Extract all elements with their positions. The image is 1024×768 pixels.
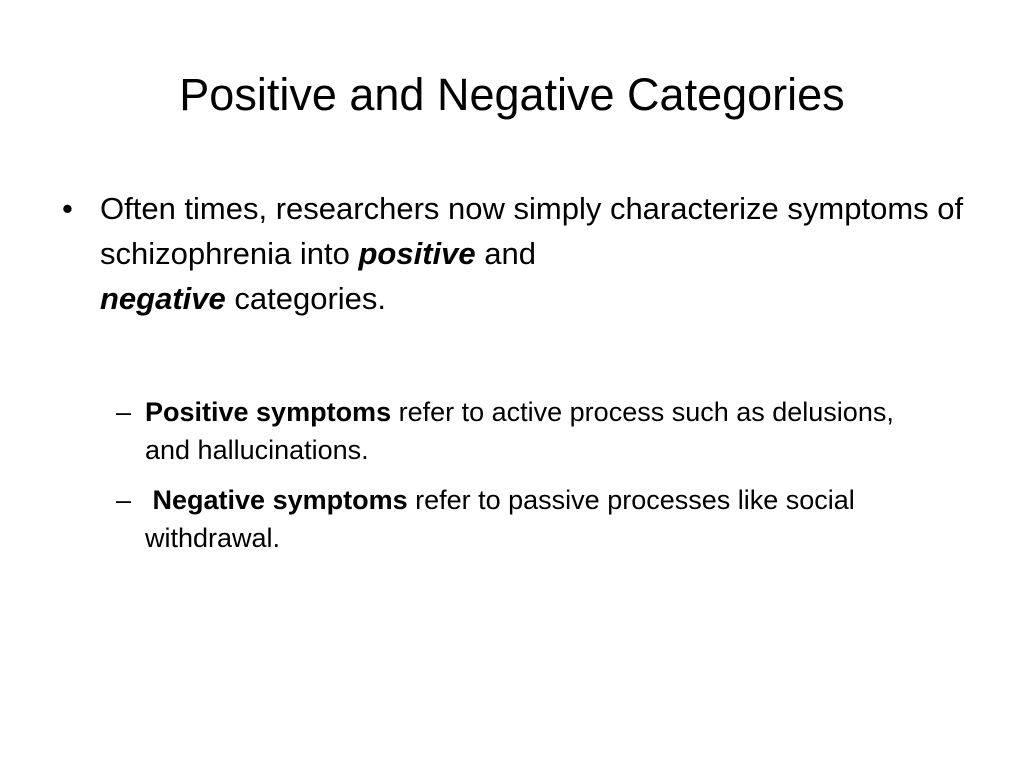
bullet-dot-icon: • — [62, 191, 73, 226]
positive-emphasis: positive — [358, 236, 476, 271]
slide-title: Positive and Negative Categories — [179, 69, 845, 120]
positive-symptoms-label: Positive symptoms — [145, 397, 392, 427]
sub-bullet-positive-text — [145, 393, 945, 469]
negative-symptoms-label: Negative symptoms — [145, 485, 408, 515]
dash-icon: – — [116, 485, 132, 515]
negative-emphasis: negative — [100, 281, 226, 316]
sub-bullet-negative-text — [145, 481, 945, 557]
main-bullet-text — [100, 186, 980, 321]
dash-icon: – — [116, 397, 132, 427]
main-bullet-text-part2: and — [475, 236, 545, 271]
negative-symptoms-description: refer to passive processes like social withdrawal. — [145, 485, 863, 553]
positive-symptoms-description: refer to active process such as delusions, and hallucinations. — [145, 397, 902, 465]
main-bullet-text-part3: categories. — [225, 281, 387, 316]
main-bullet-text-part1: Often times, researchers now simply characterize symptoms of schizophrenia into — [100, 191, 972, 271]
